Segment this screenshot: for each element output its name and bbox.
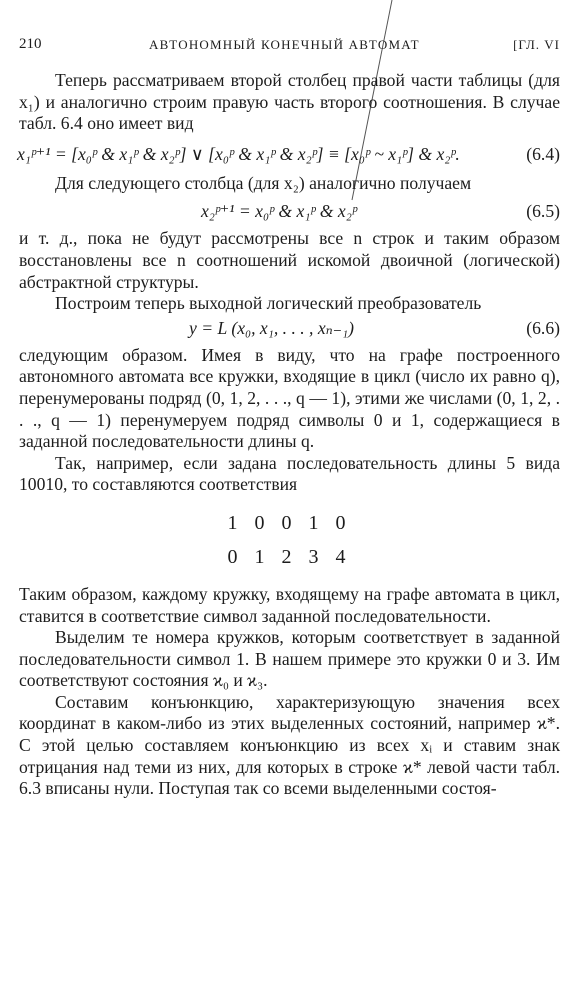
equation-formula: x₁ᵖ⁺¹ = [x₀ᵖ & x₁ᵖ & x₂ᵖ] ∨ [x₀ᵖ & x₁ᵖ & x₂ᵖ] ≡ [x₀ᵖ ~ x₁ᵖ] & x₂ᵖ.: [17, 143, 460, 164]
equation-number: (6.5): [526, 201, 560, 222]
sequence-indices: 0 1 2 3 4: [227, 545, 352, 568]
running-title: АВТОНОМНЫЙ КОНЕЧНЫЙ АВТОМАТ: [149, 37, 420, 52]
paragraph-5: следующим образом. Имея в виду, что на графе построенного автономного автомата все кружки, входящие в цикл (число их равно q), перенумерованы подряд (0, 1, 2, . . ., q — 1), этими же числами (0, 1, 2, . . ., q — 1) перенумеруем подряд символы 0 и 1, содержащиеся в заданной последовательности длины q.: [19, 344, 560, 452]
paragraph-4: Построим теперь выходной логический преобразователь: [55, 293, 482, 314]
paragraph-1: Теперь рассматриваем второй столбец правой части таблицы (для x₁) и аналогично строим правую часть второго соотношения. В случае табл. 6.4 оно имеет вид: [19, 70, 560, 134]
running-header: [19, 36, 560, 58]
paragraph-7: Таким образом, каждому кружку, входящему на графе автомата в цикл, ставится в соответствие символ заданной последовательности.: [19, 583, 560, 626]
sequence-symbols: 1 0 0 1 0: [227, 511, 352, 534]
paragraph-2: Для следующего столбца (для x₂) аналогично получаем: [55, 172, 472, 193]
equation-6-4: [19, 135, 560, 173]
paragraph-6: Так, например, если задана последовательность длины 5 вида 10010, то составляются соответствия: [19, 452, 560, 495]
equation-formula: x₂ᵖ⁺¹ = x₀ᵖ & x₁ᵖ & x₂ᵖ: [201, 201, 357, 222]
equation-number: (6.4): [526, 143, 560, 164]
equation-6-5: [19, 194, 560, 228]
page-number: 210: [19, 36, 42, 52]
paragraph-8: Выделим те номера кружков, которым соответствует в заданной последовательности символ 1. В нашем примере это кружки 0 и 3. Им соответствуют состояния ϰ₀ и ϰ₃.: [19, 627, 560, 691]
page-body: [19, 70, 560, 800]
paragraph-9: Составим конъюнкцию, характеризующую значения всех координат в каком-либо из этих выделенных состояний, например ϰ*. С этой целью составляем конъюнкцию из всех xᵢ и ставим знак отрицания над теми из них, для которых в строке ϰ* левой части табл. 6.3 вписаны нули. Поступая так со всеми выделенными состоя-: [19, 691, 561, 799]
paragraph-3: и т. д., пока не будут рассмотрены все n строк и таким образом восстановлены все n соотношений искомой двоичной (логической) абстрактной структуры.: [19, 228, 560, 292]
equation-6-6: [19, 311, 560, 345]
chapter-label: [ГЛ. VI: [513, 37, 560, 52]
equation-number: (6.6): [526, 317, 560, 338]
equation-formula: y = L (x₀, x₁, . . . , xₙ₋₁): [189, 317, 355, 338]
